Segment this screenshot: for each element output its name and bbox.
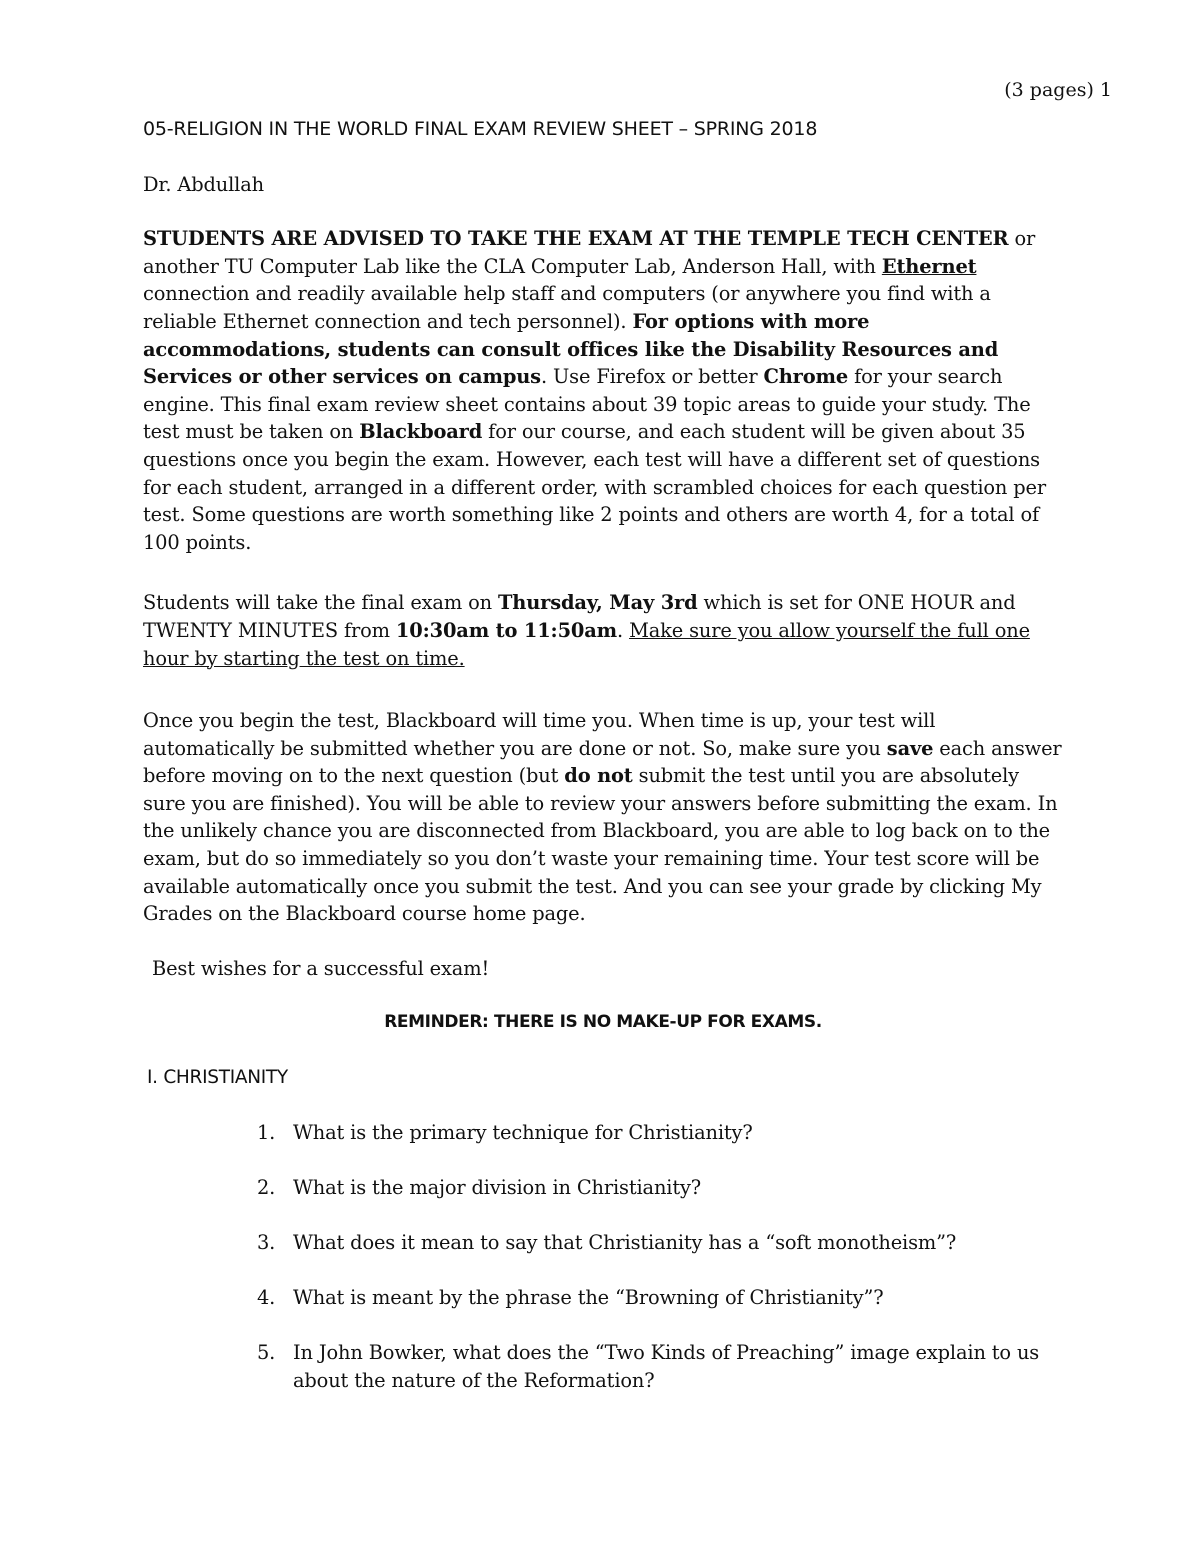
intro-text-1: or another TU Computer Lab like the CLA Computer Lab, Anderson Hall, with bbox=[143, 227, 1036, 278]
question-number: 5. bbox=[257, 1341, 276, 1364]
document-title: 05-RELIGION IN THE WORLD FINAL EXAM REVIEW SHEET – SPRING 2018 bbox=[143, 118, 818, 140]
intro-paragraph bbox=[143, 225, 1063, 556]
document-body bbox=[143, 116, 1063, 1422]
timing-paragraph bbox=[143, 707, 1063, 928]
schedule-text-1: Students will take the final exam on bbox=[143, 591, 498, 615]
question-number: 1. bbox=[257, 1120, 276, 1144]
page-header: (3 pages) 1 bbox=[1004, 79, 1112, 101]
question-item bbox=[143, 1229, 1063, 1257]
intro-text-4: for your search engine. This final exam review sheet contains about 39 topic areas to guide your study. The test must be taken on bbox=[143, 365, 1031, 444]
schedule-paragraph bbox=[143, 589, 1063, 672]
question-number: 3. bbox=[257, 1230, 276, 1254]
question-number: 4. bbox=[257, 1285, 276, 1309]
advise-text: STUDENTS ARE ADVISED TO TAKE THE EXAM AT THE TEMPLE TECH CENTER bbox=[143, 227, 1009, 251]
question-text: What is meant by the phrase the “Browning of Christianity”? bbox=[293, 1285, 884, 1309]
accommodations-text: For options with more accommodations, students can consult offices like the Disability Resources and Services or other services on campus bbox=[143, 309, 999, 389]
exam-date: Thursday, May 3rd bbox=[497, 591, 698, 615]
timing-text-1: Once you begin the test, Blackboard will time you. When time is up, your test will automatically be submitted whether you are done or not. So, make sure you bbox=[143, 709, 936, 760]
exam-time: 10:30am to 11:50am bbox=[395, 618, 618, 642]
blackboard-text: Blackboard bbox=[359, 420, 483, 444]
schedule-text-2: which is set for ONE HOUR and TWENTY MINUTES from bbox=[143, 591, 1016, 642]
question-item bbox=[143, 1284, 1063, 1312]
closing-wishes: Best wishes for a successful exam! bbox=[152, 956, 490, 980]
intro-text-5: for our course, and each student will be given about 35 questions once you begin the exam. However, each test will have a different set of questions for each student, arranged in a different order, with scrambled choices for each question per test. Some questions are worth something like 2 points and others are worth 4, for a total of 100 points. bbox=[143, 420, 1046, 554]
on-time-reminder: Make sure you allow yourself the full one hour by starting the test on time. bbox=[143, 618, 1030, 670]
chrome-text: Chrome bbox=[763, 365, 849, 389]
timing-text-2: each answer before moving on to the next question (but bbox=[143, 736, 1062, 788]
instructor-name: Dr. Abdullah bbox=[143, 172, 264, 196]
question-number: 2. bbox=[257, 1175, 276, 1199]
question-text: What does it mean to say that Christianity has a “soft monotheism”? bbox=[293, 1230, 957, 1254]
makeup-reminder: REMINDER: THERE IS NO MAKE-UP FOR EXAMS. bbox=[384, 1012, 822, 1033]
question-item bbox=[143, 1174, 1063, 1202]
question-text: What is the primary technique for Christianity? bbox=[293, 1120, 753, 1144]
question-list bbox=[143, 1119, 1063, 1395]
section-title: I. CHRISTIANITY bbox=[147, 1067, 288, 1089]
intro-text-3: . Use Firefox or better bbox=[540, 365, 764, 389]
do-not-text: do not bbox=[564, 764, 633, 788]
timing-text-3: submit the test until you are absolutely sure you are finished). You will be able to review your answers before submitting the exam. In the unlikely chance you are disconnected from Blackboard, you are able to log back on to the exam, but do so immediately so you don’t waste your remaining time. Your test score will be available automatically once you submit the test. And you can see your grade by clicking My Grades on the Blackboard course home page. bbox=[143, 764, 1058, 926]
intro-text-2: connection and readily available help staff and computers (or anywhere you find with a reliable Ethernet connection and tech personnel). bbox=[143, 282, 991, 333]
ethernet-text: Ethernet bbox=[881, 254, 977, 278]
question-text: What is the major division in Christianity? bbox=[293, 1175, 702, 1199]
schedule-text-3: . bbox=[617, 618, 630, 642]
save-text: save bbox=[886, 736, 934, 760]
question-text: In John Bowker, what does the “Two Kinds of Preaching” image explain to us about the nature of the Reformation? bbox=[293, 1341, 1040, 1392]
question-item bbox=[143, 1119, 1063, 1147]
question-item bbox=[143, 1339, 1063, 1394]
